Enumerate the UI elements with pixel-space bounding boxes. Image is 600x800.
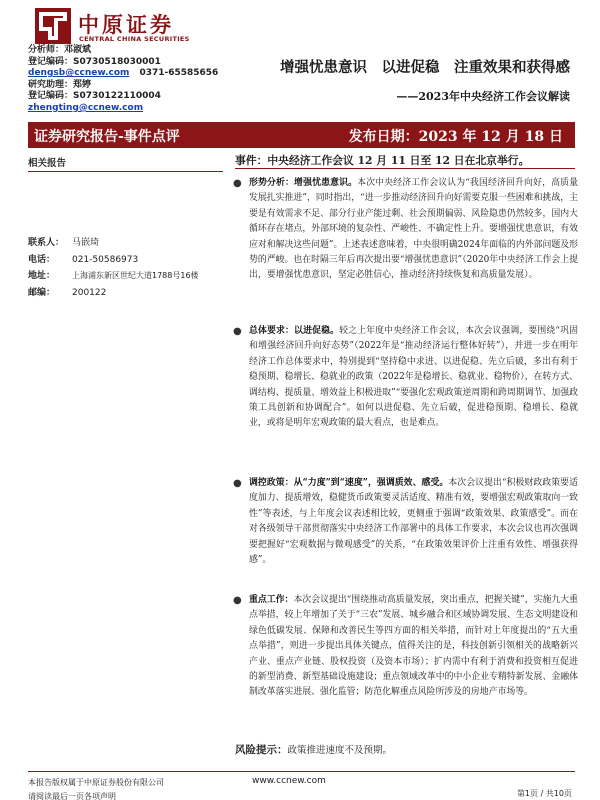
bullet-icon: ● xyxy=(233,595,242,606)
analyst-phone: 0371-65585656 xyxy=(139,68,219,79)
assistant-contact-row xyxy=(28,103,228,115)
analyst-info xyxy=(28,45,228,115)
related-reports-heading: 相关报告 xyxy=(28,155,223,172)
copyright-text: 本报告版权属于中原证券股份有限公司 xyxy=(28,778,164,787)
section-situation xyxy=(233,176,578,284)
section-body xyxy=(249,176,578,284)
contact-postcode-row: 邮编： 200122 xyxy=(28,287,107,298)
logo-mark-icon xyxy=(34,7,72,45)
assistant-code-row: 登记编码：S0730122110004 xyxy=(28,91,161,102)
bullet-icon: ● xyxy=(233,478,242,489)
section-text: 较之上年度中央经济工作会议，本次会议强调，要围绕“巩固和增强经济回升向好态势”（2022年是“推动经济运行整体好转”），并进一步在明年经济工作总体要求中，特别提到“坚持稳中求进、以进促稳、先立后破，多出有利于稳预期、稳增长、稳就业的政策（2022年是稳增长、稳就业、稳物价），在转方式、调结构、提质量、增效益上积极进取”“要强化宏观政策逆周期和跨周期调节、加强政策工具创新和协调配合”。如何以进促稳、先立后破，促进稳预期、稳增长、稳就业，或将是明年宏观政策的最大看点，也是难点。 xyxy=(249,326,578,429)
bullet-icon: ● xyxy=(233,178,242,189)
section-requirements xyxy=(233,324,578,432)
risk-warning xyxy=(235,742,575,757)
bullet-icon: ● xyxy=(233,326,242,337)
risk-label: 风险提示： xyxy=(235,744,288,756)
contact-address-row: 地址： 上海浦东新区世纪大道1788号16楼 xyxy=(28,271,199,281)
brand-name-en: CENTRAL CHINA SECURITIES xyxy=(79,35,190,43)
company-logo xyxy=(34,7,234,47)
website-link[interactable]: www.ccnew.com xyxy=(252,776,326,786)
report-type: 证券研究报告-事件点评 xyxy=(34,129,180,145)
section-heading: 调控政策：从“力度”到“速度”，强调质效、感受。 xyxy=(249,478,449,488)
analyst-code-row: 登记编码：S0730518030001 xyxy=(28,56,161,67)
risk-text: 政策推进速度不及预期。 xyxy=(287,745,393,756)
publish-date: 发布日期：2023 年 12 月 18 日 xyxy=(348,129,563,145)
footer-divider xyxy=(28,771,575,772)
assistant-email-link[interactable]: zhengting@ccnew.com xyxy=(28,102,144,113)
section-text: 本次会议提出“积极财政政策要适度加力、提质增效，稳健货币政策要灵活适度、精准有效，要增强宏观政策取向一致性”等表述，与上年度会议表述相比较，更侧重于强调“政策效果、政策感受”。而在对各级领导干部贯彻落实中央经济工作部署中的具体工作要求，本次会议也再次强调要把握好“宏观数据与微观感受”的关系，“在政策效果评价上注重有效性、增强获得感”。 xyxy=(249,478,578,566)
section-text: 本次中央经济工作会议认为“我国经济回升向好，高质量发展扎实推进”，同时指出，“进一步推动经济回升向好需要克服一些困难和挑战，主要是有效需求不足、部分行业产能过剩、社会预期偏弱、风险隐患仍然较多，国内大循环存在堵点，外部环境的复杂性、严峻性、不确定性上升。要增强忧患意识，有效应对和解决这些问题”。上述表述意味着，中央很明确2024年面临的内外部问题及形势的严峻。也在时隔三年后再次提出要“增强忧患意识”（2020年中央经济工作会上提出，要增强忧患意识，坚定必胜信心，推动经济持续恢复和高质量发展）。 xyxy=(249,178,578,281)
assistant-row: 研究助理：郑婷 xyxy=(28,79,92,90)
section-body xyxy=(249,324,578,432)
analyst-email-link[interactable]: dengsb@ccnew.com xyxy=(28,68,130,79)
section-heading: 总体要求：以进促稳。 xyxy=(249,326,340,336)
contact-info xyxy=(28,235,233,301)
brand-name-cn: 中原证券 xyxy=(78,13,174,37)
footer-notice xyxy=(28,776,164,800)
disclaimer-text: 请阅读最后一页各项声明 xyxy=(28,792,116,800)
section-body xyxy=(249,593,578,701)
event-statement: 事件：中央经济工作会议 12 月 11 日至 12 日在北京举行。 xyxy=(235,154,530,167)
section-heading: 重点工作： xyxy=(249,595,294,605)
analyst-contact-row xyxy=(28,68,228,80)
report-subtitle: ——2023年中央经济工作会议解读 xyxy=(396,90,570,103)
section-text: 本次会议提出“围绕推动高质量发展，突出重点，把握关键”，实施九大重点举措，较上年增加了关于“三农”发展、城乡融合和区域协调发展、生态文明建设和绿色低碳发展、保障和改善民生等四方面的相关举措，而针对上年度提出的“五大重点举措”，则进一步提出具体关键点，值得关注的是，科技创新引领相关的战略新兴产业、重点产业链、股权投资（及资本市场）；扩内需中有利于消费和投资相互促进的新型消费、新型基础设施建设；重点领域改革中的中小企业专精特新发展、金融体制改革落实进展、强化监管；防范化解重点风险所涉及的房地产市场等。 xyxy=(249,595,578,698)
report-title: 增强忧患意识 以进促稳 注重效果和获得感 xyxy=(280,59,570,76)
analyst-row: 分析师：邓淑斌 xyxy=(28,45,92,55)
event-divider xyxy=(235,168,575,169)
contact-person-row: 联系人： 马嵌琦 xyxy=(28,238,100,248)
section-key-work xyxy=(233,593,578,701)
section-heading: 形势分析：增强忧患意识。 xyxy=(249,178,358,188)
section-body xyxy=(249,476,578,568)
report-banner xyxy=(28,122,575,148)
page-number: 第1页 / 共10页 xyxy=(516,789,572,798)
contact-phone-row: 电话： 021-50586973 xyxy=(28,254,139,265)
section-policy xyxy=(233,476,578,568)
